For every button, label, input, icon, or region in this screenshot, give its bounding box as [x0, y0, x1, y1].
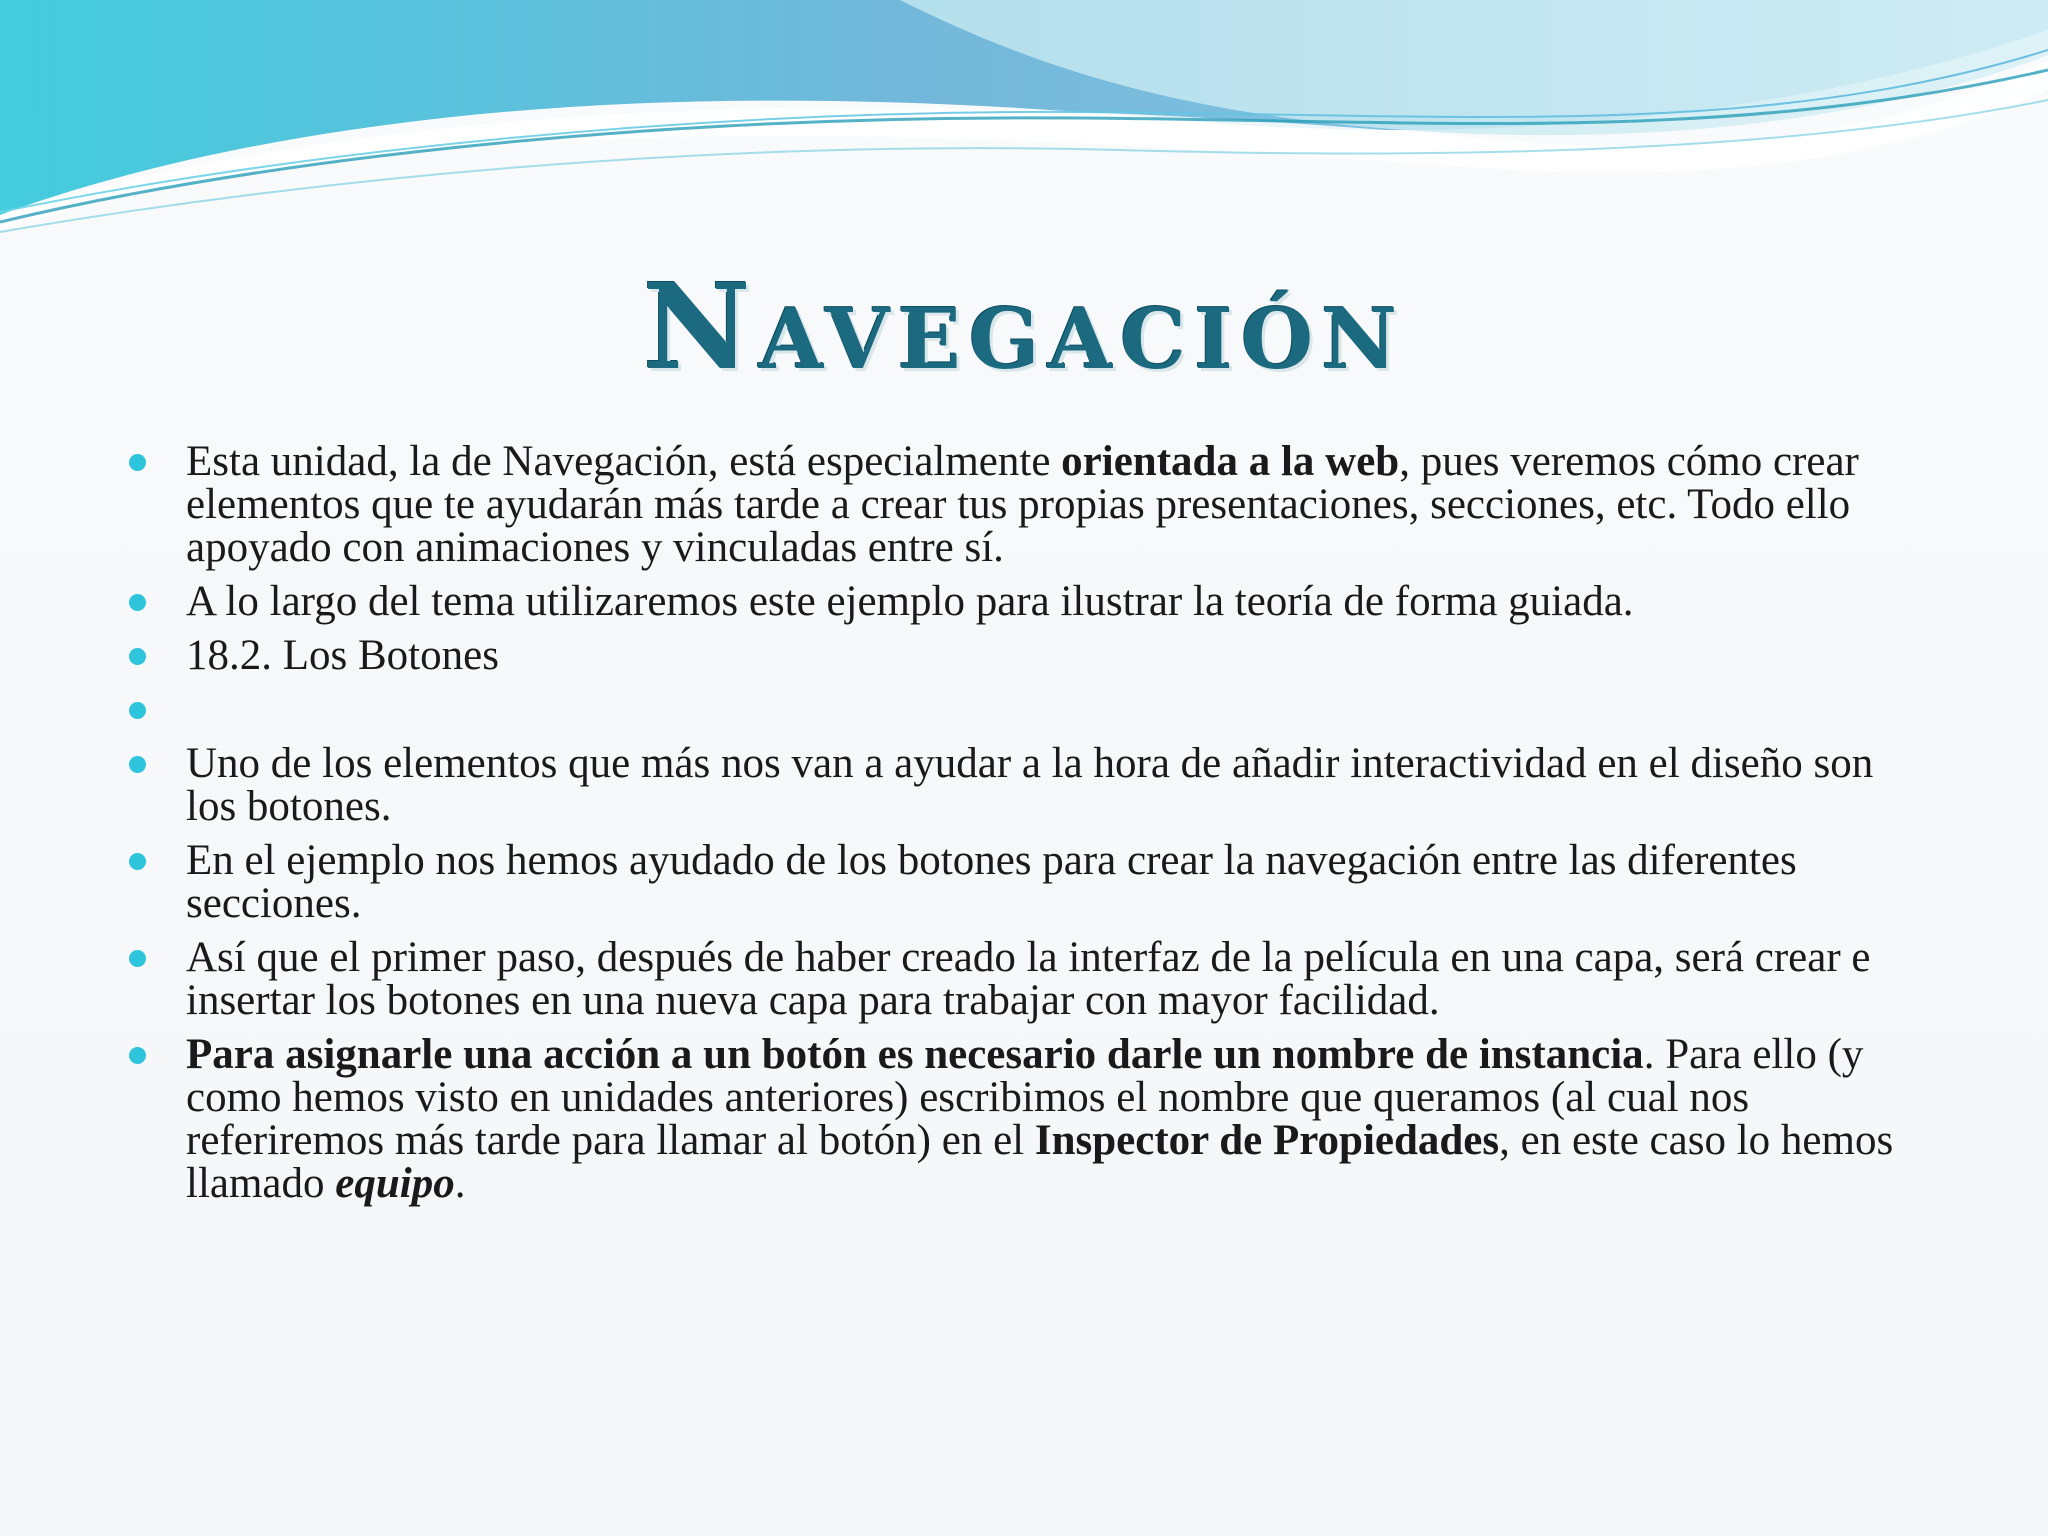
slide-title: Navegación: [642, 257, 1406, 396]
bullet-text: En el ejemplo nos hemos ayudado de los botones para crear la navegación entre las diferentes secciones.: [186, 837, 1797, 927]
list-item: [122, 634, 1902, 677]
list-item: [122, 440, 1902, 569]
bullet-text: A lo largo del tema utilizaremos este ejemplo para ilustrar la teoría de forma guiada.: [186, 578, 1634, 625]
bullet-dot-icon: [129, 702, 146, 719]
list-item: [122, 742, 1902, 828]
bullet-text: . Para ello (y como hemos visto en unidades anteriores) escribimos el nombre que queramos (al cual nos referiremos más tarde para llamar al botón) en el: [186, 1031, 1864, 1164]
bullet-text: 18.2. Los Botones: [186, 632, 499, 679]
bullet-text: Uno de los elementos que más nos van a ayudar a la hora de añadir interactividad en el diseño son los botones.: [186, 740, 1874, 830]
bullet-text: .: [454, 1160, 466, 1207]
bullet-bold-text: Inspector de Propiedades: [1034, 1117, 1500, 1164]
bullet-text: , en este caso lo hemos llamado: [186, 1117, 1894, 1207]
bullet-dot-icon: [129, 853, 146, 870]
list-item: [122, 1033, 1902, 1205]
bullet-dot-icon: [129, 1047, 146, 1064]
bullet-dot-icon: [129, 950, 146, 967]
header-wave-decoration: [0, 0, 2048, 260]
list-item: [122, 688, 1902, 731]
bullet-list: [122, 440, 1902, 1216]
bullet-dot-icon: [129, 756, 146, 773]
bullet-dot-icon: [129, 594, 146, 611]
bullet-bold-text: orientada a la web: [1061, 438, 1400, 485]
bullet-bold-text: Para asignarle una acción a un botón es necesario darle un nombre de instancia: [186, 1031, 1644, 1078]
bullet-bold-italic-text: equipo: [335, 1160, 455, 1207]
list-item: [122, 839, 1902, 925]
bullet-dot-icon: [129, 454, 146, 471]
bullet-text: Así que el primer paso, después de haber creado la interfaz de la película en una capa, será crear e insertar los botones en una nueva capa para trabajar con mayor facilidad.: [186, 934, 1871, 1024]
list-item: [122, 580, 1902, 623]
bullet-text: Esta unidad, la de Navegación, está especialmente: [186, 438, 1062, 485]
bullet-text: , pues veremos cómo crear elementos que te ayudarán más tarde a crear tus propias presentaciones, secciones, etc. Todo ello apoyado con animaciones y vinculadas entre sí.: [186, 438, 1859, 571]
list-item: [122, 936, 1902, 1022]
bullet-dot-icon: [129, 648, 146, 665]
